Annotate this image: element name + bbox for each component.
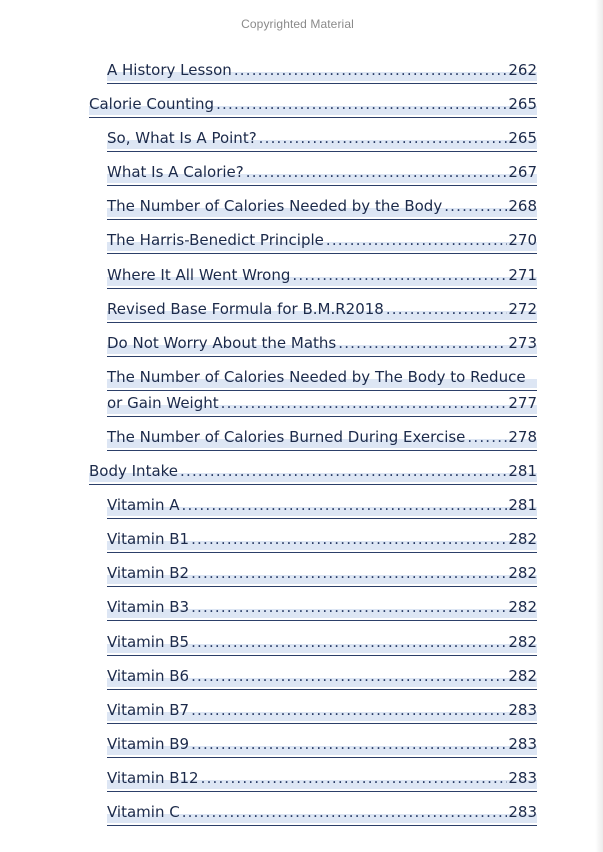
toc-page-number: 282	[508, 564, 537, 583]
toc-page-number: 271	[508, 265, 537, 284]
toc-entry-line	[107, 424, 537, 451]
dot-leader	[444, 193, 507, 219]
toc-page-number: 283	[508, 700, 537, 719]
dot-leader	[326, 227, 507, 253]
toc-entry[interactable]	[107, 664, 537, 690]
toc-entry-title-continued: or Gain Weight	[107, 393, 219, 412]
toc-page-number: 272	[508, 299, 537, 318]
toc-entry-title: Do Not Worry About the Maths	[107, 333, 337, 352]
toc-entry-line	[107, 125, 537, 152]
toc-entry-line	[89, 458, 537, 485]
dot-leader	[191, 663, 507, 689]
table-of-contents	[0, 58, 603, 834]
toc-page-number: 282	[508, 530, 537, 549]
toc-entry-title: What Is A Calorie?	[107, 163, 244, 182]
toc-entry-line	[107, 296, 537, 323]
toc-entry-line	[107, 57, 537, 84]
toc-page-number: 265	[508, 95, 537, 114]
toc-entry-title: So, What Is A Point?	[107, 129, 257, 148]
toc-entry-line	[107, 629, 537, 656]
toc-entry[interactable]	[107, 527, 537, 553]
toc-entry-line	[107, 227, 537, 254]
dot-leader	[201, 765, 508, 791]
toc-page-number: 267	[508, 163, 537, 182]
toc-entry-line	[107, 159, 537, 186]
toc-entry-title: The Number of Calories Needed by The Body to Reduce	[107, 367, 526, 386]
toc-entry-line	[107, 330, 537, 357]
dot-leader	[191, 629, 507, 655]
toc-page-number: 283	[508, 802, 537, 821]
toc-entry-first-line	[107, 364, 537, 391]
toc-page-number: 262	[508, 61, 537, 79]
toc-entry-line	[107, 799, 537, 826]
toc-page-number: 282	[508, 632, 537, 651]
toc-entry-title: Vitamin B12	[107, 768, 199, 787]
toc-entry[interactable]	[89, 459, 537, 485]
toc-entry[interactable]	[107, 800, 537, 826]
toc-entry-title: Vitamin B2	[107, 564, 190, 583]
toc-entry-title: The Number of Calories Burned During Exercise	[107, 427, 466, 446]
toc-entry[interactable]	[89, 92, 537, 118]
dot-leader	[338, 330, 507, 356]
toc-entry-line	[107, 193, 537, 220]
toc-entry[interactable]	[107, 126, 537, 152]
toc-entry-title: The Number of Calories Needed by the Body	[107, 197, 443, 216]
toc-page-number: 270	[508, 231, 537, 250]
toc-page-number: 273	[508, 333, 537, 352]
dot-leader	[386, 296, 508, 322]
toc-entry-line	[107, 492, 537, 519]
toc-entry-line	[107, 663, 537, 690]
toc-entry[interactable]	[107, 493, 537, 519]
toc-entry[interactable]	[107, 365, 537, 417]
toc-entry[interactable]	[107, 263, 537, 289]
toc-entry-title: Where It All Went Wrong	[107, 265, 291, 284]
toc-entry-line	[107, 731, 537, 758]
toc-page-number: 281	[508, 496, 537, 515]
toc-entry-title: A History Lesson	[107, 61, 232, 79]
toc-entry[interactable]	[107, 194, 537, 220]
dot-leader	[234, 57, 508, 83]
toc-entry-line	[107, 697, 537, 724]
toc-entry[interactable]	[107, 425, 537, 451]
toc-entry[interactable]	[107, 297, 537, 323]
dot-leader	[292, 262, 507, 288]
dot-leader	[191, 697, 507, 723]
toc-entry-line	[89, 91, 537, 118]
toc-entry-title: Revised Base Formula for B.M.R2018	[107, 299, 384, 318]
toc-entry[interactable]	[107, 698, 537, 724]
toc-page-number: 283	[508, 768, 537, 787]
toc-entry-title: Vitamin B9	[107, 734, 190, 753]
toc-entry-title: Vitamin B6	[107, 666, 190, 685]
copyright-watermark: Copyrighted Material	[241, 17, 354, 31]
toc-entry[interactable]	[107, 228, 537, 254]
toc-page-number: 278	[508, 427, 537, 446]
toc-entry-line	[107, 526, 537, 553]
toc-entry[interactable]	[107, 58, 537, 84]
toc-entry-line	[107, 390, 537, 417]
dot-leader	[216, 91, 507, 117]
toc-entry-title: Vitamin B1	[107, 530, 190, 549]
toc-entry[interactable]	[107, 561, 537, 587]
toc-page-number: 268	[508, 197, 537, 216]
dot-leader	[191, 731, 507, 757]
toc-entry-line	[107, 594, 537, 621]
toc-entry[interactable]	[107, 732, 537, 758]
dot-leader	[180, 458, 507, 484]
toc-entry-title: Vitamin B7	[107, 700, 190, 719]
dot-leader	[259, 125, 508, 151]
toc-entry[interactable]	[107, 766, 537, 792]
toc-page-number: 277	[508, 393, 537, 412]
toc-entry-title: Vitamin C	[107, 802, 180, 821]
toc-entry[interactable]	[107, 630, 537, 656]
toc-entry-title: Calorie Counting	[89, 95, 215, 114]
toc-page-number: 281	[508, 462, 537, 481]
toc-page-number: 265	[508, 129, 537, 148]
toc-entry[interactable]	[107, 595, 537, 621]
dot-leader	[221, 390, 508, 416]
toc-entry-title: Vitamin B5	[107, 632, 190, 651]
toc-entry[interactable]	[107, 331, 537, 357]
toc-entry-line	[107, 765, 537, 792]
dot-leader	[191, 560, 507, 586]
toc-entry-title: Body Intake	[89, 462, 179, 481]
dot-leader	[182, 492, 508, 518]
dot-leader	[182, 799, 508, 825]
dot-leader	[467, 424, 507, 450]
toc-page-number: 282	[508, 598, 537, 617]
toc-page-number: 283	[508, 734, 537, 753]
dot-leader	[191, 526, 507, 552]
toc-entry-title: The Harris-Benedict Principle	[107, 231, 324, 250]
toc-entry[interactable]	[107, 160, 537, 186]
toc-entry-title: Vitamin B3	[107, 598, 190, 617]
dot-leader	[191, 594, 507, 620]
dot-leader	[246, 159, 508, 185]
toc-entry-title: Vitamin A	[107, 496, 180, 515]
toc-entry-line	[107, 262, 537, 289]
toc-page-number: 282	[508, 666, 537, 685]
toc-entry-line	[107, 560, 537, 587]
